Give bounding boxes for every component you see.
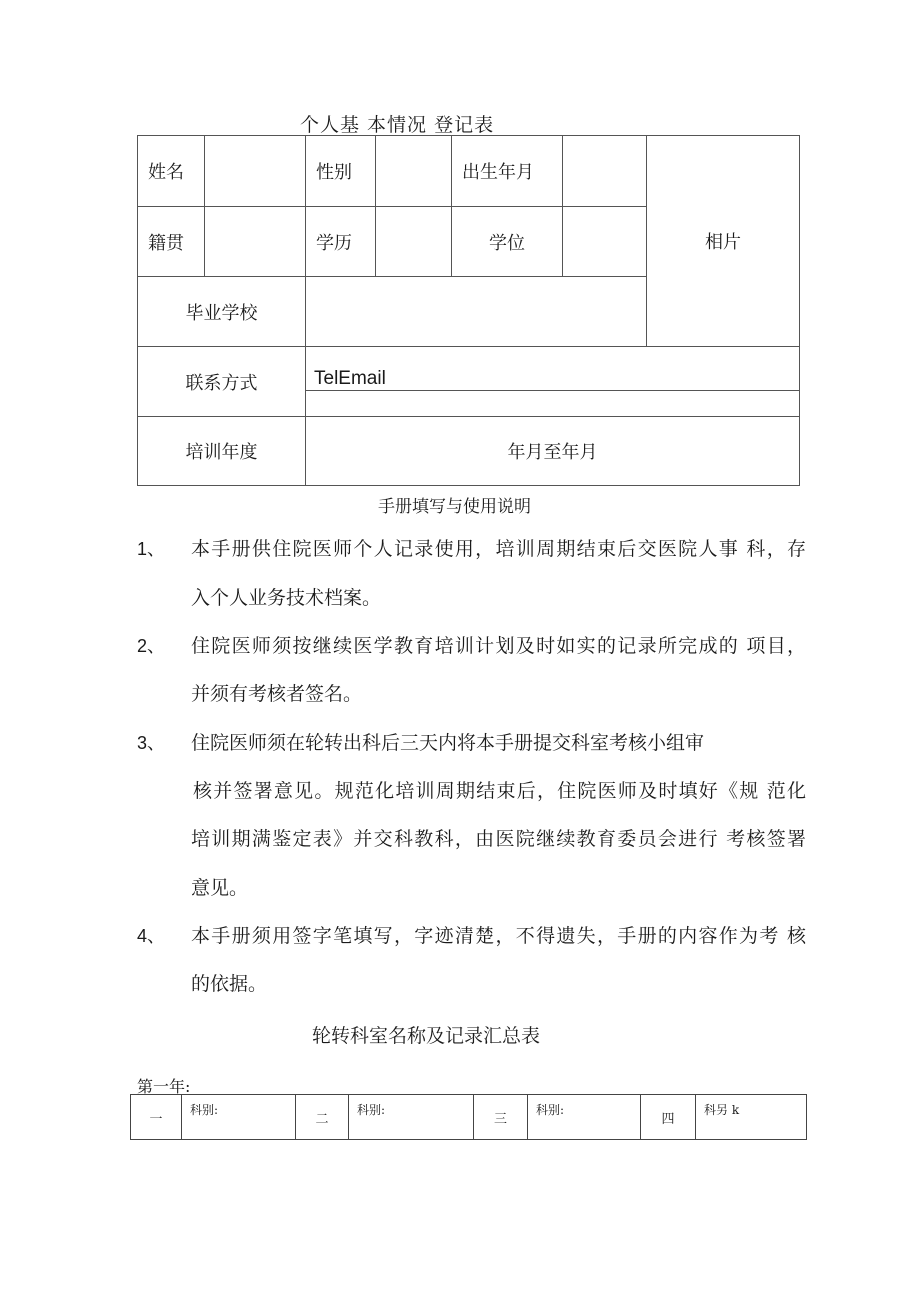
rotation-dept-field[interactable]: 科别: <box>182 1095 296 1140</box>
instruction-line: 住院医师须在轮转出科后三天内将本手册提交科室考核小组审 <box>191 732 705 754</box>
instruction-line: 的依据。 <box>191 973 268 995</box>
photo-cell: 相片 <box>647 136 800 347</box>
instruction-line: 意见。 <box>191 877 249 899</box>
rotation-title: 轮转科室名称及记录汇总表 <box>312 1025 541 1047</box>
birth-label: 出生年月 <box>452 136 563 207</box>
rotation-number: 一 <box>131 1095 182 1140</box>
instruction-line: 本手册供住院医师个人记录使用，培训周期结束后交医院人事 科，存 <box>191 538 806 560</box>
instruction-line: 并须有考核者签名。 <box>191 683 363 705</box>
rotation-dept-field[interactable]: 科别: <box>528 1095 641 1140</box>
education-label: 学历 <box>306 207 376 277</box>
instruction-line: 本手册须用签字笔填写，字迹清楚，不得遗失，手册的内容作为考 核 <box>191 925 806 947</box>
gender-field[interactable] <box>376 136 452 207</box>
education-field[interactable] <box>376 207 452 277</box>
instruction-number: 1、 <box>137 539 166 559</box>
training-year-label: 培训年度 <box>138 417 306 486</box>
instruction-line: 入个人业务技术档案。 <box>191 587 382 609</box>
year-label: 第一年: <box>137 1077 191 1096</box>
rotation-table <box>130 1094 807 1140</box>
degree-label: 学位 <box>452 207 563 277</box>
instruction-number: 2、 <box>137 636 166 656</box>
school-field[interactable] <box>306 277 647 347</box>
hometown-label: 籍贯 <box>138 207 205 277</box>
rotation-dept-field[interactable]: 科别: <box>349 1095 474 1140</box>
contact-field[interactable]: TelEmail <box>306 347 800 391</box>
rotation-number: 四 <box>641 1095 696 1140</box>
form-title: 个人基 本情况 登记表 <box>300 114 495 136</box>
instruction-number: 4、 <box>137 926 166 946</box>
contact-field-extra[interactable] <box>306 391 800 417</box>
gender-label: 性别 <box>306 136 376 207</box>
instruction-number: 3、 <box>137 733 166 753</box>
contact-label: 联系方式 <box>138 347 306 417</box>
birth-field[interactable] <box>563 136 647 207</box>
personal-info-table <box>137 135 800 486</box>
instruction-line: 住院医师须按继续医学教育培训计划及时如实的记录所完成的 项目， <box>191 635 806 657</box>
instructions-title: 手册填写与使用说明 <box>378 497 531 517</box>
degree-field[interactable] <box>563 207 647 277</box>
name-label: 姓名 <box>138 136 205 207</box>
rotation-number: 二 <box>296 1095 349 1140</box>
rotation-dept-field[interactable]: 科另 k <box>696 1095 807 1140</box>
school-label: 毕业学校 <box>138 277 306 347</box>
name-field[interactable] <box>205 136 306 207</box>
instruction-line: 核并签署意见。规范化培训周期结束后，住院医师及时填好《规 范化 <box>193 780 806 802</box>
hometown-field[interactable] <box>205 207 306 277</box>
training-year-field[interactable]: 年月至年月 <box>306 417 800 486</box>
rotation-number: 三 <box>474 1095 528 1140</box>
instruction-line: 培训期满鉴定表》并交科教科，由医院继续教育委员会进行 考核签署 <box>191 828 806 850</box>
